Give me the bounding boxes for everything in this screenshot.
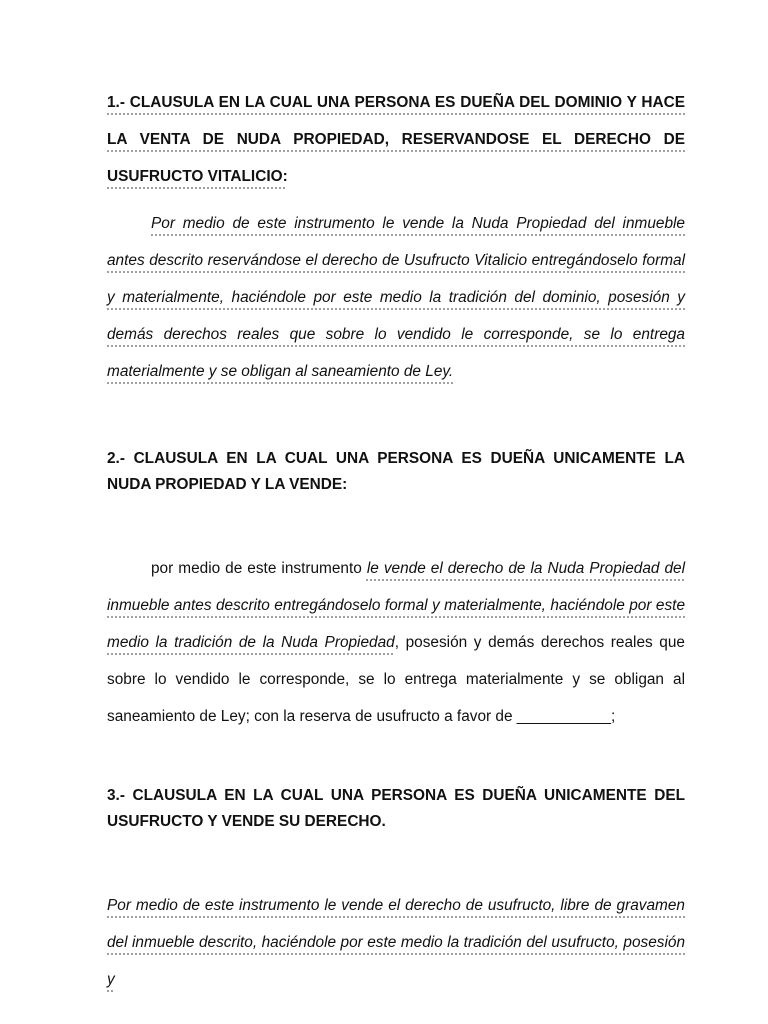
clause-3-body-text: Por medio de este instrumento le vende el derecho de usufructo, libre de gravamen del inmueble descrito, haciéndole por este medio la tradición del usufructo, posesión y: [107, 897, 685, 988]
clause-2-body-plain-end: , posesión y demás derechos reales que sobre lo vendido le corresponde, se lo entrega materialmente y se obligan al saneamiento de Ley; con la reserva de usufructo a favor de ___________;: [107, 634, 685, 725]
clause-3-heading: 3.- CLAUSULA EN LA CUAL UNA PERSONA ES DUEÑA UNICAMENTE DEL USUFRUCTO Y VENDE SU DERECHO.: [107, 787, 685, 830]
clause-1-heading-text: 1.- CLAUSULA EN LA CUAL UNA PERSONA ES DUEÑA DEL DOMINIO Y HACE LA VENTA DE NUDA PROPIEDAD, RESERVANDOSE EL DERECHO DE USUFRUCTO VITALICIO:: [107, 94, 685, 185]
clause-2-body-plain-start: por medio de este instrumento: [151, 560, 367, 577]
clause-2-body: [107, 550, 685, 735]
clause-2-heading: 2.- CLAUSULA EN LA CUAL UNA PERSONA ES DUEÑA UNICAMENTE LA NUDA PROPIEDAD Y LA VENDE:: [107, 450, 685, 493]
clause-1-body: [107, 205, 685, 390]
clause-3-body: [107, 887, 685, 998]
document-page: [107, 84, 685, 998]
clause-2-body-italic: le vende el derecho de la Nuda Propiedad del inmueble antes descrito entregándoselo formal y materialmente, haciéndole por este medio la tradición de la Nuda Propiedad: [107, 560, 685, 651]
clause-1-body-text: Por medio de este instrumento le vende la Nuda Propiedad del inmueble antes descrito reservándose el derecho de Usufructo Vitalicio entregándoselo formal y materialmente, haciéndole por este medio la tradición del dominio, posesión y demás derechos reales que sobre lo vendido le corresponde, se lo entrega materialmente y se obligan al saneamiento de Ley.: [107, 215, 685, 380]
clause-1-heading: [107, 84, 685, 195]
